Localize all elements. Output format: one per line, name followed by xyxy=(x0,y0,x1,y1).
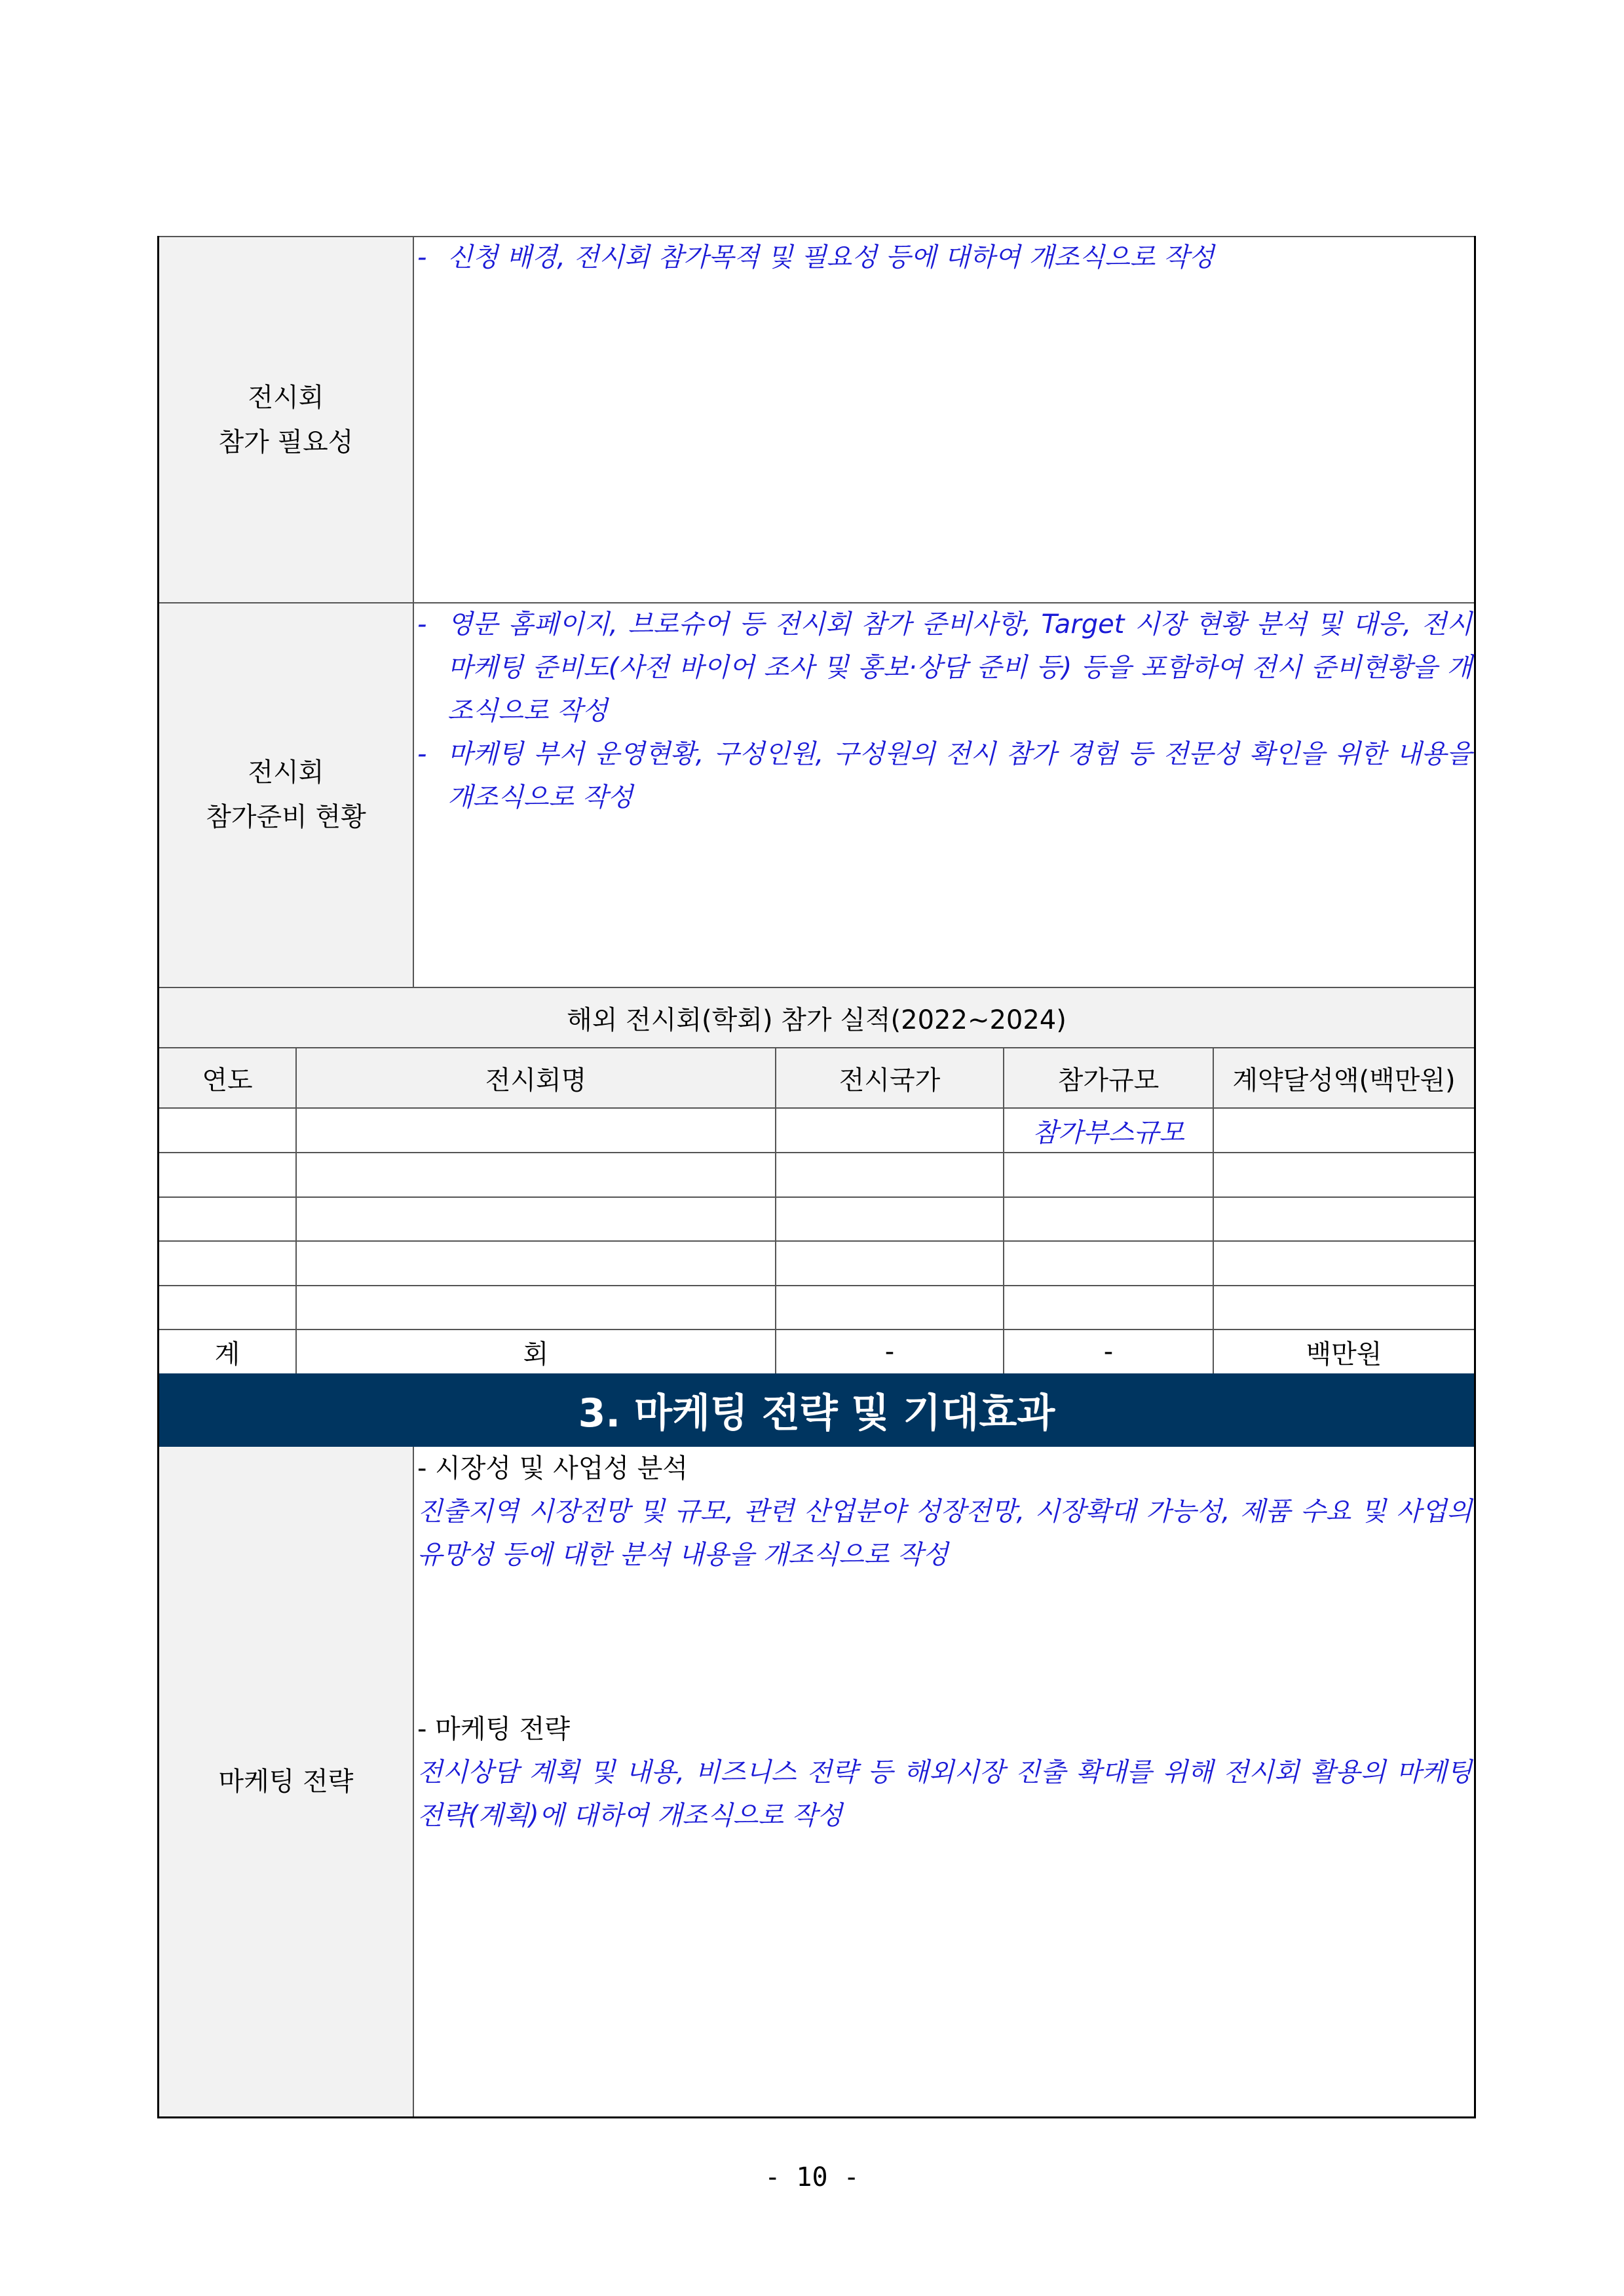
preparation-item-text: 마케팅 부서 운영현황, 구성인원, 구성원의 전시 참가 경험 등 전문성 확인을 위한 내용을 개조식으로 작성 xyxy=(447,739,1472,813)
total-contract: 백만원 xyxy=(1306,1339,1382,1369)
preparation-item-text: 영문 홈페이지, 브로슈어 등 전시회 참가 준비사항, Target 시장 현황 분석 및 대응, 전시 마케팅 준비도(사전 바이어 조사 및 홍보·상담 준비 등) 등을 포함하여 전시 준비현황을 개조식으로 작성 xyxy=(447,609,1472,726)
col-divider xyxy=(295,1047,297,1373)
col-scale-header: 참가규모 xyxy=(1004,1048,1213,1107)
label-marketing-strategy xyxy=(159,1447,413,2116)
section-header: 3. 마케팅 전략 및 기대효과 xyxy=(159,1373,1474,1447)
col-exhibition-name-header: 전시회명 xyxy=(297,1048,775,1107)
necessity-item: - 신청 배경, 전시회 참가목적 및 필요성 등에 대하여 개조식으로 작성 xyxy=(417,236,1472,279)
label-text: 마케팅 전략 xyxy=(218,1767,354,1797)
preparation-content xyxy=(417,603,1472,819)
preparation-item: - 마케팅 부서 운영현황, 구성인원, 구성원의 전시 참가 경험 등 전문성 확인을 위한 내용을 개조식으로 작성 xyxy=(417,733,1472,819)
application-form-table xyxy=(157,236,1476,2118)
total-count: 회 xyxy=(523,1339,549,1369)
label-exhibition-preparation xyxy=(159,603,413,986)
preparation-item: - 영문 홈페이지, 브로슈어 등 전시회 참가 준비사항, Target 시장 현황 분석 및 대응, 전시 마케팅 준비도(사전 바이어 조사 및 홍보·상담 준비 등) 등을 포함하여 전시 준비현황을 개조식으로 작성 xyxy=(417,603,1472,733)
total-scale: - xyxy=(1103,1337,1114,1367)
market-analysis-text: 진출지역 시장전망 및 규모, 관련 산업분야 성장전망, 시장확대 가능성, 제품 수요 및 사업의 유망성 등에 대한 분석 내용을 개조식으로 작성 xyxy=(417,1497,1472,1570)
table-cell-booth-scale: 참가부스규모 xyxy=(1032,1117,1184,1148)
divider xyxy=(159,1107,1474,1109)
sub-heading-marketing-strategy: - 마케팅 전략 xyxy=(417,1714,571,1744)
table-row-divider xyxy=(159,1285,1474,1286)
total-country: - xyxy=(884,1337,895,1367)
sub-heading-market-analysis: - 시장성 및 사업성 분석 xyxy=(417,1453,689,1483)
col-divider xyxy=(1003,1047,1004,1373)
col-country-header: 전시국가 xyxy=(776,1048,1003,1107)
necessity-item-text: 신청 배경, 전시회 참가목적 및 필요성 등에 대하여 개조식으로 작성 xyxy=(447,242,1215,273)
label-divider xyxy=(413,236,414,987)
history-title: 해외 전시회(학회) 참가 실적(2022~2024) xyxy=(159,988,1474,1047)
col-contract-header: 계약달성액(백만원) xyxy=(1214,1048,1474,1107)
label-line1: 전시회 xyxy=(248,382,324,413)
total-label: 계 xyxy=(214,1339,240,1369)
label-line2: 참가 필요성 xyxy=(218,427,354,457)
col-divider xyxy=(775,1047,776,1373)
label-exhibition-necessity xyxy=(159,237,413,602)
label-divider xyxy=(413,1447,414,2116)
marketing-strategy-text: 전시상담 계획 및 내용, 비즈니스 전략 등 해외시장 진출 확대를 위해 전시회 활용의 마케팅 전략(계획)에 대하여 개조식으로 작성 xyxy=(417,1757,1472,1831)
necessity-content xyxy=(417,236,1472,279)
label-line1: 전시회 xyxy=(248,757,324,788)
page-number: - 10 - xyxy=(765,2162,859,2192)
table-row-divider xyxy=(159,1152,1474,1153)
label-line2: 참가준비 현황 xyxy=(206,802,366,832)
col-year-header: 연도 xyxy=(159,1048,295,1107)
marketing-content xyxy=(417,1447,1472,1837)
table-row-divider xyxy=(159,1240,1474,1242)
col-divider xyxy=(1213,1047,1214,1373)
table-row-divider xyxy=(159,1196,1474,1198)
